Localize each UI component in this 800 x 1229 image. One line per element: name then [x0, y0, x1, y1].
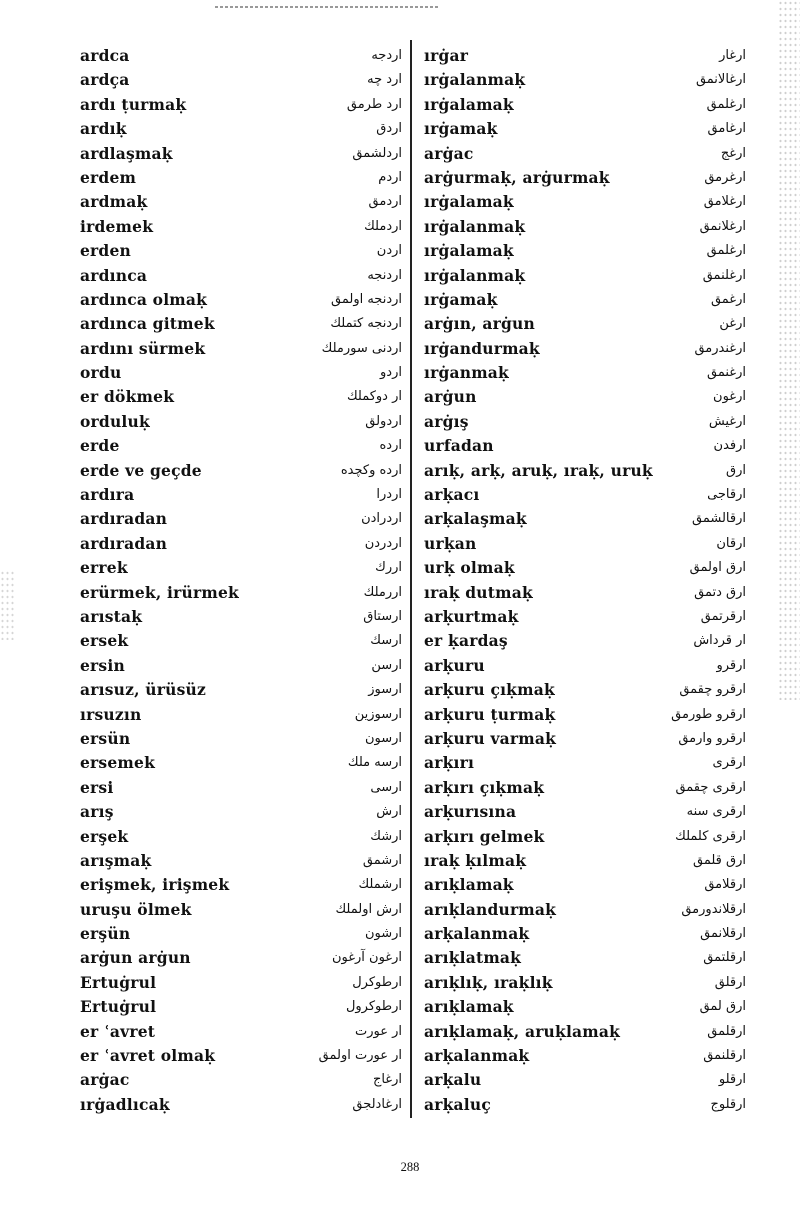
dictionary-entry [424, 142, 746, 166]
dictionary-entry [80, 556, 402, 580]
entry-arabic-script: ارغن [719, 316, 746, 332]
scan-dot-margin-left [0, 570, 14, 640]
dictionary-entry [424, 288, 746, 312]
entry-arabic-script: ارقالشمق [692, 511, 746, 527]
entry-transliteration: ardmaḳ [80, 192, 148, 212]
entry-arabic-script: ارقرو [716, 657, 746, 673]
entry-transliteration: arġun arġun [80, 948, 191, 968]
dictionary-entry [80, 312, 402, 336]
entry-arabic-script: ارغلمق [706, 243, 746, 259]
entry-transliteration: erşek [80, 826, 129, 846]
entry-arabic-script: ارقلمق [707, 1023, 746, 1039]
entry-transliteration: arḳalanmaḳ [424, 924, 530, 944]
dictionary-entry [80, 166, 402, 190]
entry-transliteration: ardça [80, 70, 130, 90]
entry-arabic-script: ارغلامق [703, 194, 746, 210]
entry-arabic-script: ارغيش [708, 413, 746, 429]
dictionary-entry [424, 215, 746, 239]
entry-arabic-script: اردملك [364, 218, 402, 234]
entry-arabic-script: اردن [376, 243, 402, 259]
dictionary-entry [424, 483, 746, 507]
entry-transliteration: Ertuġrul [80, 997, 157, 1017]
entry-arabic-script: ارشمق [362, 852, 402, 868]
dictionary-entry [80, 581, 402, 605]
dictionary-entry [80, 898, 402, 922]
entry-arabic-script: ارق قلمق [693, 852, 746, 868]
entry-transliteration: ardı ṭurmaḳ [80, 94, 187, 114]
entry-arabic-script: ارشك [370, 828, 402, 844]
entry-transliteration: ırġadlıcaḳ [80, 1094, 170, 1114]
entry-arabic-script: اردم [378, 169, 402, 185]
dictionary-entry [80, 629, 402, 653]
entry-transliteration: ardca [80, 46, 130, 65]
dictionary-entry [424, 825, 746, 849]
dictionary-entry [424, 727, 746, 751]
entry-transliteration: ırsuzın [80, 704, 142, 724]
entry-transliteration: arḳuru ṭurmaḳ [424, 704, 556, 724]
dictionary-entry [80, 190, 402, 214]
dictionary-entry [424, 44, 746, 68]
entry-arabic-script: ار دوكملك [346, 389, 402, 405]
dictionary-entry [80, 532, 402, 556]
entry-transliteration: arḳalaşmaḳ [424, 509, 527, 529]
entry-transliteration: ırġamaḳ [424, 289, 498, 309]
entry-transliteration: arḳuru [424, 655, 485, 675]
entry-arabic-script: ارقرى چقمق [675, 779, 746, 795]
entry-arabic-script: ارغلنمق [702, 267, 746, 283]
dictionary-entry [424, 1068, 746, 1092]
entry-transliteration: arḳırı gelmek [424, 826, 545, 846]
entry-arabic-script: ارقرو چقمق [679, 682, 746, 698]
dictionary-entry [80, 703, 402, 727]
entry-arabic-script: اردردن [364, 535, 402, 551]
entry-transliteration: arḳuru varmaḳ [424, 728, 557, 748]
entry-transliteration: ırġalamaḳ [424, 241, 514, 261]
dictionary-entry [424, 629, 746, 653]
entry-transliteration: arġun [424, 387, 477, 407]
dictionary-entry [424, 117, 746, 141]
entry-arabic-script: اردق [376, 121, 402, 137]
entry-arabic-script: ارشملك [358, 877, 402, 893]
dictionary-entry [424, 800, 746, 824]
dictionary-entry [424, 239, 746, 263]
dictionary-entry [80, 361, 402, 385]
entry-arabic-script: اردرا [376, 487, 402, 503]
dictionary-entry [80, 922, 402, 946]
entry-transliteration: arġın, arġun [424, 314, 535, 334]
dictionary-entry [80, 93, 402, 117]
entry-arabic-script: ارسن [371, 657, 402, 673]
entry-arabic-script: ارغندرمق [694, 340, 746, 356]
entry-transliteration: ıraḳ dutmaḳ [424, 582, 533, 602]
entry-transliteration: urḳ olmaḳ [424, 558, 515, 578]
scan-dot-margin-right [778, 0, 800, 700]
dictionary-entry [424, 93, 746, 117]
entry-transliteration: ordu [80, 363, 122, 383]
entry-arabic-script: اردنى سورملك [321, 340, 402, 356]
entry-transliteration: arış [80, 802, 114, 822]
entry-arabic-script: ارستاق [363, 608, 402, 624]
entry-transliteration: ıraḳ ḳılmaḳ [424, 850, 527, 870]
entry-transliteration: irdemek [80, 216, 154, 236]
entry-transliteration: erden [80, 241, 131, 261]
column-divider [410, 40, 412, 1118]
entry-transliteration: ırġalanmaḳ [424, 265, 526, 285]
entry-arabic-script: ارسى [370, 779, 402, 795]
dictionary-entry [424, 776, 746, 800]
entry-transliteration: arıḳlamaḳ [424, 875, 514, 895]
dictionary-entry [80, 776, 402, 800]
entry-transliteration: arġac [424, 143, 474, 163]
dictionary-entry [80, 459, 402, 483]
entry-arabic-script: ارقلانمق [700, 926, 746, 942]
entry-arabic-script: اردنجه كتملك [330, 316, 402, 332]
entry-transliteration: ırġar [424, 46, 469, 65]
dictionary-entry [424, 751, 746, 775]
entry-transliteration: errek [80, 558, 128, 578]
entry-arabic-script: ارغلمق [706, 96, 746, 112]
dictionary-entry [424, 703, 746, 727]
entry-transliteration: ardıradan [80, 533, 168, 553]
dictionary-entry [424, 434, 746, 458]
dictionary-entry [424, 410, 746, 434]
entry-arabic-script: ار قرداش [693, 633, 746, 649]
entry-transliteration: arḳırı [424, 753, 475, 773]
entry-transliteration: erde [80, 436, 120, 456]
entry-arabic-script: ارسك [370, 633, 402, 649]
entry-arabic-script: ارغادلجق [352, 1096, 402, 1112]
dictionary-entry [424, 556, 746, 580]
dictionary-entry [80, 995, 402, 1019]
dictionary-entry [80, 946, 402, 970]
entry-arabic-script: ارغلانمق [699, 218, 746, 234]
entry-transliteration: ırġanmaḳ [424, 363, 509, 383]
dictionary-entry [424, 581, 746, 605]
entry-transliteration: arḳalu [424, 1070, 482, 1090]
dictionary-entry [424, 1020, 746, 1044]
entry-transliteration: ersek [80, 631, 129, 651]
dictionary-entry [80, 1020, 402, 1044]
entry-transliteration: arıḳlamaḳ, aruḳlamaḳ [424, 1021, 621, 1041]
entry-arabic-script: ارغامق [707, 121, 746, 137]
entry-arabic-script: ارقرتمق [700, 608, 746, 624]
dictionary-entry [80, 727, 402, 751]
dictionary-entry [80, 410, 402, 434]
dictionary-entry [424, 385, 746, 409]
entry-arabic-script: اردنجه [367, 267, 402, 283]
entry-arabic-script: ارقرو وارمق [678, 730, 746, 746]
entry-transliteration: er ḳardaş [424, 631, 508, 651]
dictionary-entry [424, 898, 746, 922]
dictionary-entry [80, 800, 402, 824]
entry-transliteration: ardlaşmaḳ [80, 143, 173, 163]
entry-arabic-script: ارده [379, 438, 402, 454]
dictionary-entry [424, 190, 746, 214]
entry-arabic-script: ارغنمق [707, 365, 746, 381]
dictionary-entry [424, 922, 746, 946]
dictionary-entry [424, 605, 746, 629]
entry-arabic-script: ارقلتمق [703, 950, 746, 966]
entry-arabic-script: ارقلق [714, 974, 746, 990]
entry-transliteration: erde ve geçde [80, 460, 202, 480]
dictionary-entry [80, 264, 402, 288]
entry-arabic-script: ارقلامق [704, 877, 746, 893]
entry-arabic-script: ارق [726, 462, 746, 478]
entry-transliteration: ırġalanmaḳ [424, 216, 526, 236]
entry-arabic-script: ارق اولمق [689, 560, 746, 576]
entry-arabic-script: ارقرى [712, 755, 746, 771]
entry-transliteration: arḳalanmaḳ [424, 1046, 530, 1066]
entry-arabic-script: ارسه ملك [347, 755, 402, 771]
entry-transliteration: er ʿavret olmaḳ [80, 1046, 216, 1066]
dictionary-entry [80, 337, 402, 361]
entry-transliteration: arıḳlıḳ, ıraḳlıḳ [424, 972, 553, 992]
entry-arabic-script: ارطوكرل [352, 974, 402, 990]
entry-transliteration: arḳurısına [424, 802, 517, 822]
entry-arabic-script: ارش اولملك [335, 901, 402, 917]
entry-transliteration: Ertuġrul [80, 972, 157, 992]
entry-transliteration: erişmek, irişmek [80, 875, 230, 895]
entry-arabic-script: ارغون [713, 389, 746, 405]
entry-transliteration: erdem [80, 167, 137, 187]
entry-arabic-script: ارطوكرول [345, 999, 402, 1015]
entry-arabic-script: ارغرمق [704, 169, 746, 185]
entry-transliteration: arḳacı [424, 485, 480, 505]
entry-transliteration: arısuz, ürüsüz [80, 680, 206, 700]
dictionary-entry [80, 605, 402, 629]
dictionary-entry [424, 995, 746, 1019]
entry-arabic-script: ار عورت اولمق [318, 1048, 402, 1064]
entry-arabic-script: ارقلاندورمق [681, 901, 746, 917]
dictionary-entry [80, 507, 402, 531]
dictionary-entry [424, 361, 746, 385]
dictionary-entry [424, 264, 746, 288]
dictionary-entry [424, 459, 746, 483]
entry-transliteration: er ʿavret [80, 1021, 156, 1041]
entry-transliteration: ırġamaḳ [424, 119, 498, 139]
dictionary-entry [424, 1044, 746, 1068]
entry-transliteration: erürmek, irürmek [80, 582, 239, 602]
entry-arabic-script: ارق دتمق [694, 584, 746, 600]
dictionary-entry [424, 1093, 746, 1117]
dictionary-entry [80, 971, 402, 995]
entry-arabic-script: اررك [375, 560, 402, 576]
entry-transliteration: ırġalanmaḳ [424, 70, 526, 90]
dictionary-entry [424, 873, 746, 897]
entry-arabic-script: اردنجه اولمق [331, 291, 402, 307]
entry-arabic-script: ارد طرمق [346, 96, 402, 112]
entry-arabic-script: اردرادن [361, 511, 402, 527]
page-number: 288 [400, 1160, 420, 1174]
entry-arabic-script: ارسوز [368, 682, 402, 698]
entry-arabic-script: ارش [376, 804, 402, 820]
dictionary-entry [80, 288, 402, 312]
entry-arabic-script: ارغالانمق [695, 72, 746, 88]
dictionary-entry [80, 1093, 402, 1117]
entry-arabic-script: اردولق [365, 413, 402, 429]
dictionary-entry [80, 678, 402, 702]
dictionary-entry [424, 654, 746, 678]
entry-transliteration: ardınca gitmek [80, 314, 215, 334]
entry-arabic-script: ارغار [719, 48, 746, 63]
entry-arabic-script: اردجه [371, 48, 402, 63]
entry-arabic-script: اردلشمق [352, 145, 402, 161]
dictionary-entry [80, 1044, 402, 1068]
entry-transliteration: ırġalamaḳ [424, 94, 514, 114]
entry-transliteration: ersemek [80, 753, 156, 773]
entry-transliteration: ardınca [80, 265, 148, 285]
dictionary-entry [424, 166, 746, 190]
entry-transliteration: arḳaluç [424, 1094, 491, 1114]
entry-transliteration: erşün [80, 924, 131, 944]
dictionary-entry [80, 117, 402, 141]
entry-arabic-script: ارغاج [372, 1072, 402, 1088]
entry-transliteration: urḳan [424, 533, 477, 553]
dictionary-entry [424, 507, 746, 531]
entry-transliteration: arḳurtmaḳ [424, 606, 519, 626]
entry-transliteration: arġış [424, 411, 469, 431]
top-scan-mark [215, 6, 440, 8]
dictionary-entry [424, 678, 746, 702]
dictionary-entry [424, 312, 746, 336]
entry-arabic-script: ارشون [364, 926, 402, 942]
entry-transliteration: orduluḳ [80, 411, 150, 431]
entry-arabic-script: اررملك [363, 584, 402, 600]
dictionary-entry [80, 483, 402, 507]
dictionary-entry [80, 1068, 402, 1092]
entry-arabic-script: ارفدن [713, 438, 746, 454]
entry-transliteration: ersi [80, 777, 114, 797]
entry-arabic-script: ارغج [720, 145, 746, 161]
dictionary-entry [80, 239, 402, 263]
entry-transliteration: ardıradan [80, 509, 168, 529]
entry-transliteration: ersin [80, 655, 125, 675]
entry-transliteration: arıḳ, arḳ, aruḳ, ıraḳ, uruḳ [424, 460, 653, 480]
dictionary-entry [80, 434, 402, 458]
left-column [80, 44, 402, 1117]
entry-transliteration: ersün [80, 728, 131, 748]
entry-arabic-script: ارق لمق [699, 999, 746, 1015]
dictionary-entry [80, 654, 402, 678]
entry-transliteration: arıḳlatmaḳ [424, 948, 522, 968]
dictionary-entry [80, 44, 402, 68]
entry-transliteration: urfadan [424, 436, 494, 456]
dictionary-entry [424, 532, 746, 556]
entry-transliteration: ardıra [80, 485, 135, 505]
entry-arabic-script: ارقرى سنه [686, 804, 746, 820]
entry-arabic-script: ار عورت [354, 1023, 402, 1039]
entry-transliteration: ardını sürmek [80, 338, 206, 358]
dictionary-entry [424, 946, 746, 970]
dictionary-entry [80, 751, 402, 775]
entry-arabic-script: اردو [380, 365, 402, 381]
entry-arabic-script: ارد چه [367, 72, 402, 88]
entry-transliteration: arḳırı çıḳmaḳ [424, 777, 545, 797]
dictionary-entry [424, 971, 746, 995]
entry-arabic-script: ارقلنمق [703, 1048, 746, 1064]
entry-arabic-script: ارسون [364, 730, 402, 746]
entry-transliteration: ırġandurmaḳ [424, 338, 540, 358]
entry-transliteration: arışmaḳ [80, 850, 152, 870]
entry-transliteration: arıstaḳ [80, 606, 143, 626]
right-column [424, 44, 746, 1117]
dictionary-entry [424, 68, 746, 92]
entry-arabic-script: ارقلو [718, 1072, 746, 1088]
entry-arabic-script: اردمق [368, 194, 402, 210]
entry-transliteration: er dökmek [80, 387, 175, 407]
entry-transliteration: ardıḳ [80, 119, 127, 139]
dictionary-entry [80, 215, 402, 239]
entry-transliteration: ırġalamaḳ [424, 192, 514, 212]
entry-arabic-script: ارقرو طورمق [671, 706, 746, 722]
dictionary-entry [80, 849, 402, 873]
entry-transliteration: arıḳlamaḳ [424, 997, 514, 1017]
entry-transliteration: arıḳlandurmaḳ [424, 899, 557, 919]
dictionary-entry [80, 142, 402, 166]
dictionary-entry [424, 849, 746, 873]
dictionary-entry [424, 337, 746, 361]
entry-arabic-script: ارغمق [710, 291, 746, 307]
entry-arabic-script: ارقرى كلملك [675, 828, 746, 844]
dictionary-entry [80, 385, 402, 409]
entry-arabic-script: ارقاجى [707, 487, 746, 503]
dictionary-entry [80, 825, 402, 849]
entry-arabic-script: ارقلوج [710, 1096, 746, 1112]
entry-transliteration: ardınca olmaḳ [80, 289, 208, 309]
entry-arabic-script: ارده وكچده [340, 462, 402, 478]
entry-arabic-script: ارقان [716, 535, 746, 551]
entry-transliteration: arḳuru çıḳmaḳ [424, 680, 555, 700]
dictionary-entry [80, 873, 402, 897]
entry-transliteration: arġac [80, 1070, 130, 1090]
entry-arabic-script: ارسوزين [354, 706, 402, 722]
entry-transliteration: uruşu ölmek [80, 899, 192, 919]
entry-arabic-script: ارغون آرغون [331, 950, 402, 966]
entry-transliteration: arġurmaḳ, arġurmaḳ [424, 167, 610, 187]
dictionary-entry [80, 68, 402, 92]
